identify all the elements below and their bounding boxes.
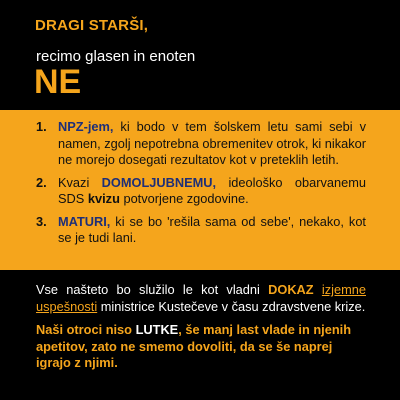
greeting-heading: DRAGI STARŠI, [35, 17, 149, 34]
list-item-number: 3. [36, 213, 47, 229]
statement-text: Vse našteto bo služilo le kot vladni [36, 282, 269, 297]
statement-underlined: izjemne uspešnosti [36, 282, 366, 314]
subline-text: recimo glasen in enoten [36, 48, 196, 65]
closing-text: , še manj last vlade in njenih apetitov, zato ne smemo dovoliti, da se še naprej igrajo z njimi. [36, 322, 352, 370]
list-item-keyword: MATURI, [58, 213, 111, 229]
list-item [36, 175, 366, 208]
closing-keyword: LUTKE [135, 322, 179, 337]
ne-heading: NE [34, 63, 82, 101]
list-item-keyword: kvizu [87, 191, 120, 206]
list-item [36, 214, 366, 247]
list-item-text: ki bodo v tem šolskem letu sami sebi v namen, zgolj nepotrebna obremenitev otrok, ki nikakor ne morejo dosegati rezultatov kot v preteklih letih. [58, 119, 367, 167]
statement-text: ministrice Kustečeve v času zdravstvene krize. [97, 298, 366, 314]
statement-text [314, 282, 322, 297]
list-item-text: ki se bo 'rešila sama od sebe', nekako, kot se je tudi lani. [58, 213, 366, 245]
statement-paragraph [36, 282, 366, 315]
list-item-text: ideološko obarvanemu SDS [58, 174, 366, 206]
list-item-keyword: NPZ-jem, [58, 119, 114, 134]
statement-keyword: DOKAZ [268, 282, 314, 297]
list-item-number: 1. [36, 119, 47, 134]
list-item-text: Kvazi [58, 174, 102, 190]
closing-text: Naši otroci niso [36, 322, 136, 337]
list-item [36, 119, 366, 169]
list-item-text: potvorjene zgodovine. [119, 191, 249, 206]
list-item-keyword: DOMOLJUBNEMU, [101, 174, 217, 190]
list-item-number: 2. [36, 174, 47, 190]
closing-paragraph [36, 322, 366, 372]
demands-list [36, 119, 366, 253]
